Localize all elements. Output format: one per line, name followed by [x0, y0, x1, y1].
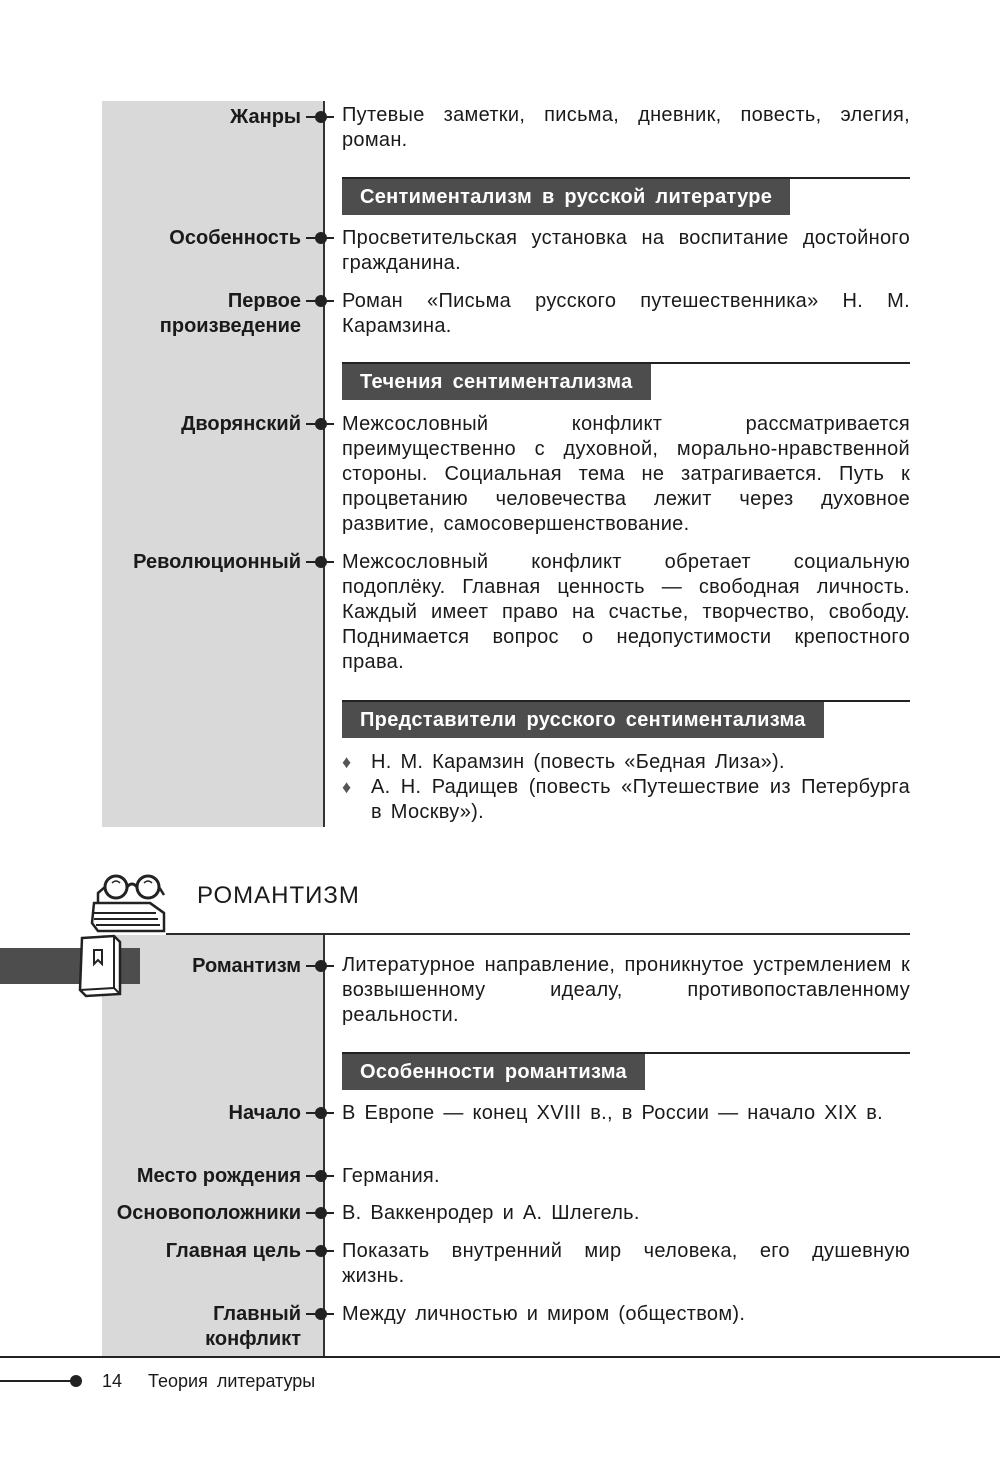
- connector-dot-icon: [306, 1308, 334, 1320]
- connector-dot-icon: [306, 556, 334, 568]
- section-header-label: Представители русского сентиментализма: [342, 702, 824, 738]
- book-title: Теория литературы: [148, 1371, 316, 1391]
- section-header-representatives: [342, 700, 910, 738]
- page-number: 14: [102, 1371, 123, 1391]
- row-text-genres: Путевые заметки, письма, дневник, повесть, элегия, роман.: [342, 104, 910, 151]
- row-label-main-conflict: Главный конфликт: [205, 1303, 301, 1350]
- row-label-first-work: Первое произведение: [159, 290, 301, 337]
- list-item-text: А. Н. Радищев (повесть «Путешествие из Петербурга в Москву»).: [371, 776, 910, 823]
- row-text-feature: Просветительская установка на воспитание достойного гражданина.: [342, 227, 910, 274]
- section-header-label: Особенности романтизма: [342, 1054, 645, 1090]
- row-label-revolutionary: Революционный: [133, 551, 301, 573]
- list-item: [342, 750, 910, 775]
- representatives-list: [342, 750, 910, 825]
- connector-dot-icon: [306, 418, 334, 430]
- top-label-column: [102, 101, 324, 827]
- section-title: РОМАНТИЗМ: [197, 882, 360, 909]
- connector-dot-icon: [306, 1107, 334, 1119]
- row-text-first-work: Роман «Письма русского путешественника» Н. М. Карамзина.: [342, 290, 910, 337]
- footer-dot-icon: [70, 1375, 82, 1387]
- row-label-main-goal: Главная цель: [165, 1240, 301, 1262]
- list-item: [342, 775, 910, 825]
- row-label-feature: Особенность: [169, 227, 301, 249]
- row-text-main-goal: Показать внутренний мир человека, его душевную жизнь.: [342, 1240, 910, 1287]
- connector-dot-icon: [306, 232, 334, 244]
- row-label-romanticism: Романтизм: [192, 955, 301, 977]
- glasses-on-book-icon: [88, 873, 170, 935]
- footer-rule: [0, 1356, 1000, 1358]
- list-item-text: Н. М. Карамзин (повесть «Бедная Лиза»).: [371, 751, 785, 773]
- bookmark-book-icon: [76, 932, 124, 1000]
- row-text-noble: Межсословный конфликт рассматривается преимущественно с духовной, морально-нравственной стороны. Социальная тема не затрагивается. Путь к процветанию человечества лежит через духовное развитие, самосовершенствование.: [342, 413, 910, 535]
- row-text-revolutionary: Межсословный конфликт обретает социальную подоплёку. Главная ценность — свободная личность. Каждый имеет право на счастье, творчество, свободу. Поднимается вопрос о недопустимости крепостного права.: [342, 551, 910, 673]
- section-header-label: Сентиментализм в русской литературе: [342, 179, 790, 215]
- connector-dot-icon: [306, 1170, 334, 1182]
- row-text-start: В Европе — конец XVIII в., в России — начало XIX в.: [342, 1102, 883, 1124]
- row-text-founders: В. Ваккенродер и А. Шлегель.: [342, 1202, 640, 1224]
- bottom-divider-line: [323, 935, 325, 1356]
- row-label-start: Начало: [228, 1102, 301, 1124]
- section-header-currents: [342, 362, 910, 400]
- row-text-birthplace: Германия.: [342, 1165, 440, 1187]
- connector-dot-icon: [306, 111, 334, 123]
- row-label-birthplace: Место рождения: [136, 1165, 301, 1187]
- row-text-main-conflict: Между личностью и миром (обществом).: [342, 1303, 746, 1325]
- row-label-founders: Основоположники: [116, 1202, 301, 1224]
- connector-dot-icon: [306, 1245, 334, 1257]
- row-text-romanticism: Литературное направление, проникнутое устремлением к возвышенному идеалу, противопоставленному реальности.: [342, 954, 910, 1026]
- connector-dot-icon: [306, 295, 334, 307]
- section-header-romanticism-features: [342, 1052, 910, 1090]
- row-label-noble: Дворянский: [181, 413, 301, 435]
- connector-dot-icon: [306, 1207, 334, 1219]
- footer-leader-line: [0, 1380, 76, 1382]
- diamond-bullet-icon: ♦: [342, 777, 352, 797]
- top-divider-line: [323, 101, 325, 827]
- row-label-genres: Жанры: [230, 106, 301, 128]
- connector-dot-icon: [306, 960, 334, 972]
- section-header-sentimentalism-russia: [342, 177, 910, 215]
- diamond-bullet-icon: ♦: [342, 752, 352, 772]
- section-header-label: Течения сентиментализма: [342, 364, 651, 400]
- bottom-label-column: [102, 935, 324, 1356]
